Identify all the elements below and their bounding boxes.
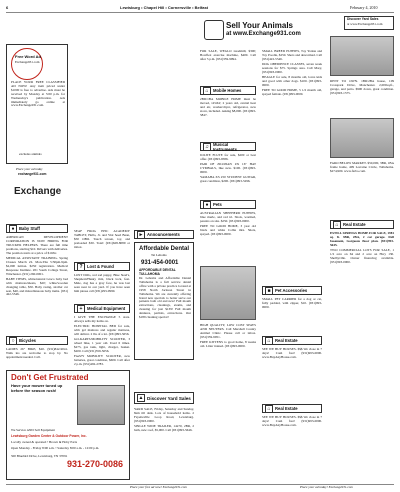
section-mobile-homes — [200, 86, 256, 95]
col2-medical — [74, 316, 130, 368]
megaphone-icon: ► — [138, 231, 144, 238]
col4-pets-b — [200, 324, 256, 350]
garden-body: Have your mower tuned up before the season rush! — [11, 383, 63, 393]
section-medical — [74, 304, 130, 313]
col1-top — [6, 236, 68, 299]
garden-addr: 500 Bluebird Drive, Lewisburg, TN 37091 — [11, 454, 68, 458]
col6-c — [330, 232, 394, 266]
house-icon: ⌂ — [265, 405, 273, 413]
yard-sales-top[interactable] — [344, 16, 394, 30]
section-bicycles-label: Bicycles — [19, 338, 36, 343]
house-icon: ⌂ — [333, 221, 341, 229]
col5-ad-3: FREE TO GOOD HOME, 5 1/2 month old, spayed female. (931)993-0000. — [262, 88, 322, 97]
section-discover-yard — [134, 392, 194, 404]
col3-text-0: SINGLE WIDE TRAILER, 14x70, 2BR, 2 bath, new roof, $5,000. Call (931)993-5646. — [134, 424, 194, 432]
col6-re-4: TWO COMMERCIAL LOTS FOR SALE, 1 1/2 acre on 64 and 2 acre on Hwy 130. Shelbyville. Owner financing available. (931)993-0000. — [330, 248, 394, 264]
header-rule — [6, 12, 394, 13]
house-icon: ⌂ — [265, 337, 273, 345]
yard-sales-top-sub: at www.Exchange931.com — [347, 22, 383, 26]
col6-re-2: ESTILL SPRINGS HOME FOR SALE, 1981 sq. ft. 3BR, 2BA, 2 car garage. Full basement, Gorgeous floor plan. (931)993-5645. — [330, 231, 394, 247]
col1-baby-0: BABY ITEMS, white/natural Graco baby bed with mattress/sheets, $20; white/wooden changing table, $50. Baby swing, stroller car seat, $40, and miscellaneous baby items. (931) 422-5546. — [6, 276, 68, 297]
col2-lost — [74, 274, 130, 295]
banner-line2: at www.Exchange931.com — [226, 31, 301, 37]
free-ad-note: excludes animals — [19, 152, 42, 156]
col4-pets-0: HIGH QUALITY, LOW COST SPAYS AND NEUTERS. Call Marshall County Animal Clinic. Please call or inbox. (931)359-9951. — [200, 323, 256, 339]
col5-re-3b: SEE WE BUY HOUSES. $$$ We close in 7 days! Cash fast! (931)993-0000. www.BuyAnyHouse.com. — [262, 415, 322, 427]
section-petacc-label: Pet Accessories — [275, 288, 308, 293]
section-baby — [6, 224, 68, 233]
house-photo-1 — [330, 36, 394, 76]
free-ad-cta2: exchange931.com — [18, 172, 47, 176]
section-baby-label: Baby Stuff — [19, 226, 40, 231]
col5-top — [262, 50, 322, 99]
dental-brand: Affordable Dental — [139, 246, 190, 252]
paw-icon: ● — [203, 201, 211, 209]
section-medical-label: Medical Equipment — [87, 306, 126, 311]
section-pets-label: Pets — [213, 202, 222, 207]
garden-hours: Open Monday - Friday 8:00 a.m. • Saturday 8:00 a.m. - 12:00 p.m. — [11, 446, 100, 450]
col1-bike — [6, 348, 68, 361]
col2-lost-0: LOST DOG, red sad puppy, Blue Steel's, Shepherd/Husky mix, black lock, feet. Male, dog has a gray face, he was last seen near in our yard. If you have seen him please call (931)293-0990. — [74, 273, 130, 293]
col3-yard-0: YARD SALE, Friday, Saturday and Sunday, 8am till dark. Lots of household items. 2 Fayetteville Loop Road, Lewisburg. (931)993-0000. — [134, 407, 194, 423]
col4-ad-5: YAMAHA XS 250 STUDENT GUITAR, great condition, $200. (931)993-5296. — [200, 175, 256, 184]
footer-left: Place your free ad now! Exchange931.com — [130, 485, 187, 489]
free-ad-body: PLACE YOUR FREE CLASSIFIED AD NOW! Any item priced under $1000 is free to advertise. Ads must be received by Monday at 5:00 p.m. for Wednesday's publication. Ads immediately go online at www.Exchange931.com. — [11, 80, 65, 108]
col5-petacc — [262, 298, 322, 311]
col4-musical — [200, 154, 256, 186]
col6-re-1: FARO BELOW MARKET. $50,000, 3BR, 1BA frame home, 409 Lorraine Circle, Tullahoma. $274,900. www.fsrbo.com. — [330, 161, 394, 173]
footer-right: Place your ad today! Exchange931.com — [300, 485, 353, 489]
section-re3-label: Real Estate — [343, 222, 366, 227]
col2-ad-0: SEAF FROG EPIC ACADEMY TABLET, Hello, Jr. and Vial Seed Bean, $50 OBO. Touch screen, toy, and preloaded $30. Total: (931)628-8089 or inbox. — [74, 229, 130, 249]
col5-ad-2: BEAGLE for sale, 8 months old, loves kids and good with other dogs. $100. (931)993-0000. — [262, 75, 322, 88]
col6-re-0: RENT TO OWN. 1BR/2BA house, 109 Crosspark Drive, Manchester. 2,000sq.ft., garage, and patio. $900 down, great condition. (931)993-1575. — [330, 79, 394, 95]
garden-title: Don't Get Frustrated — [11, 373, 89, 382]
col5-re-3: SEE WE BUY HOUSES. $$$ We close in 7 days! Cash fast! (931)993-0000. www.BuyAnyHouse.com. — [262, 347, 322, 359]
section-re2-label: Real Estate — [275, 406, 298, 411]
house-icon: ⌂ — [203, 87, 211, 95]
col6-b — [330, 162, 394, 175]
garden-center-ad[interactable] — [6, 370, 130, 480]
section-lost-label: Lost & Found — [87, 264, 114, 269]
free-ad-title: Free Word Ad — [15, 54, 42, 59]
cart-icon — [204, 20, 224, 40]
free-ad-sub: Exchange931.com — [15, 60, 40, 64]
garden-phone: 931-270-0086 — [67, 459, 124, 469]
issue-date: February 4, 2010 — [350, 5, 378, 10]
col6-a — [330, 80, 394, 97]
col5-re-b — [262, 416, 322, 429]
section-re1-label: Real Estate — [275, 338, 298, 343]
col1-ad-1: MEDICAL ASSISTANT TRAINING. Spring Classes March 22. Mon-Thu 5:30pm-9pm. $2,000 tuition. $250 registration. Medical Response Institute. 201 South College Street, Winchester. (931) 260-0001. — [6, 255, 68, 276]
house-photo-2 — [330, 118, 394, 158]
page-number: 6 — [6, 5, 9, 10]
section-musical-label: Musical Instruments — [212, 141, 237, 152]
col5-re — [262, 348, 322, 361]
col5-ad-1: DOG OBEDIENCE CLASSES, seven week sessions for $75. Springs area. Call Mary, (931)993-0000. — [262, 62, 322, 74]
dental-body: Dr. Lehoms and Affordable Dental Tullahoma is a full service dental office with a private practice located at 1958 North Jackson Street in Tullahoma. We are currently offering brand new specials to better serve our patients both old and new! Full mouth extractions, cleanings, exams, and cleaning for just $139! Full mouth dentures, partials, extractions. Our $189 cleaning special! — [139, 276, 191, 320]
section-lost-found — [74, 262, 130, 271]
mower-image — [77, 385, 125, 425]
section-pet-accessories — [262, 286, 322, 295]
exchange-logo: Exchange — [14, 186, 62, 197]
section-bicycles — [6, 336, 68, 345]
col4-mobile — [200, 98, 256, 119]
section-announcements — [134, 230, 194, 239]
dental-name: Tai Lehoms — [151, 253, 167, 257]
col2-med-0: I GIVE THE EXCHANGE 5 stars. Always sells my items on. — [74, 315, 130, 323]
col1-ad-0: AMERICAN DEVELOPMENT CORPORATION IS NOW HIRING FOR TRUCKER HELPERS. There are full time positions, starting $10. Drivers with deliveries. The position starts at a price of $10/hr. — [6, 235, 68, 255]
baby-icon: ● — [9, 225, 17, 233]
medical-icon: + — [77, 305, 85, 313]
section-discover-label: Discover Yard Sales — [147, 395, 191, 401]
section-real-estate-1 — [262, 336, 322, 345]
col5-ad-4: SMALL PET CARRIER for a dog or cat, fully padded, with zipper, $10. (931)993-0000. — [262, 297, 322, 309]
col4-pets-a — [200, 212, 256, 238]
garden-tagline: Locally owned & operated • Brown & Hoby Parts — [11, 440, 77, 444]
bicycle-icon: ○ — [9, 337, 17, 345]
dental-ad[interactable] — [134, 242, 194, 360]
music-icon: ♫ — [203, 143, 211, 151]
col2-med-2: GO-KARTS/MOBILITY SCOOTER, 3 wheel bike, 1 year old. Used 6 times. $275, gas tank, light, charger, basket. $200. Call (931)359-5656. — [74, 337, 130, 354]
col4-top — [200, 50, 256, 63]
free-word-ad[interactable] — [6, 44, 68, 164]
col4-ad-1: 2BD/1BA MOBILE HOME must be moved, 14'x64', 2 years old, central heat and air, washer/dryer, refrigerator, new stove, included. Asking $8,000. (931)993-5847. — [200, 97, 256, 117]
col5-ad-0: SMALL BREED PUPPIES, Toy Yorkie and Toy Poodle, $250. Shots and dewormed. Call (931)422-5546. — [262, 49, 322, 61]
banner-line1: Sell Your Animals — [226, 21, 293, 30]
online-banner[interactable] — [200, 16, 320, 44]
section-pets — [200, 200, 256, 209]
dental-phone: 931-454-0001 — [141, 260, 179, 266]
col2-disc-0: FAZZY MOBILITY SCOOTER, new batteries, great condition, $600. Call after 2 p.m. (931)492-2783. — [74, 354, 130, 367]
question-icon: ? — [77, 263, 85, 271]
col2-top — [74, 230, 130, 251]
col4-ad-3: PAIR OF ZILDJIAN ZX 16" HAT CYMBALS, like new. $100. (931)993-0000. — [200, 162, 256, 175]
col1-bike-0: LADIES 26" BIKE, $20. (931)842-9041. Walk ins are welcome to stop by. No appointment needed. Call. — [6, 347, 68, 359]
garden-store: Lewisburg Garden Center & Outdoor Power, Inc. — [11, 434, 87, 438]
bone-icon: ■ — [265, 287, 273, 295]
section-real-estate-2 — [262, 404, 322, 413]
section-real-estate-3 — [330, 220, 394, 229]
kitten-image — [200, 266, 256, 320]
tag-icon: ▲ — [138, 395, 144, 401]
yard-sales-top-title: Discover Yard Sales — [347, 17, 379, 21]
dental-headline: AFFORDABLE DENTAL TULLAHOMA — [139, 268, 176, 276]
garden-sub: We Service AND Sell Equipment — [11, 428, 56, 432]
col4-ad-4: AUSTRALIAN SHEPHERD PUPPIES, blue merle, and red tri. Shots, wormed, parents on site. $250. (931)993-0000. — [200, 211, 256, 223]
free-ad-cta1: Place your ad today — [16, 167, 43, 171]
col4-ad-6: PREE TO GOOD HOME, 3 year old black and white Collie mix. Shots, spayed. (931)993-0000. — [200, 224, 256, 236]
section-musical — [200, 142, 256, 151]
section-mobile-label: Mobile Homes — [213, 88, 242, 93]
col2-med-1: ELECTRIC HOSPITAL BED for sale, with gel mattress and regular mattress, will deliver. 2 lbs of a lot. (931)993-5656. — [74, 324, 130, 337]
paper-title: Lewisburg • Chapel Hill • Cornersville • Belfast — [120, 5, 208, 10]
col4-pets-1: FREE KITTENS to good home, 8 weeks old. Litter trained. (931)993-0000. — [200, 340, 256, 348]
col4-ad-2: JOLITE FLUTE for sale, $200 or best offer. (931)993-9586. — [200, 153, 256, 161]
section-announce-label: Announcements — [147, 232, 180, 237]
col3-yard — [134, 408, 194, 434]
col4-ad-0: FOR SALE, WEGLO treadmill, $300; Bowflex exercise machine, $400. Call after 5 p.m. (931)359-9994. — [200, 49, 256, 61]
